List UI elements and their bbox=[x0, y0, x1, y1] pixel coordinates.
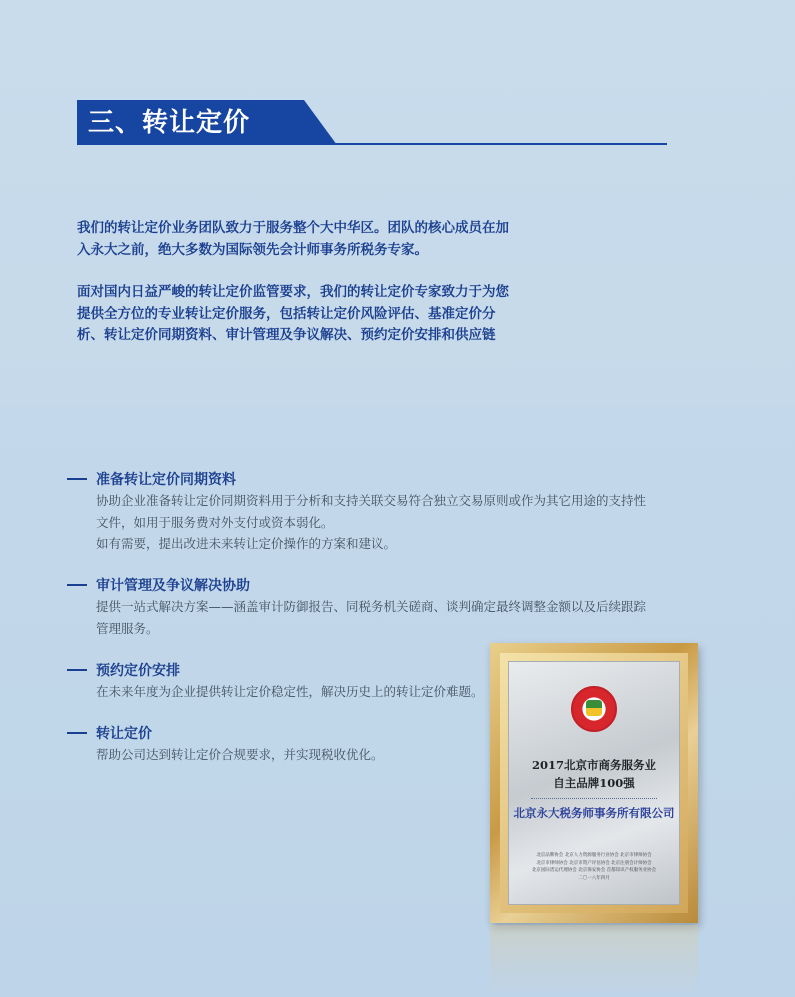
section-heading bbox=[67, 468, 677, 490]
section-line: 在未来年度为企业提供转让定价稳定性，解决历史上的转让定价难题。 bbox=[96, 684, 484, 699]
plaque-issuer-line: 北京市律师协会 北京市资产评估协会 北京注册会计师协会 bbox=[536, 860, 652, 866]
plaque-issuer-line: 北京国际货运代理协会 北京保安协会 首都知识产权服务业协会 bbox=[531, 868, 657, 873]
plaque-issuer-line: 北京品牌协会 北京人力资源服务行业协会 北京市律师协会 bbox=[536, 853, 652, 858]
section-line: 提供一站式解决方案——涵盖审计防御报告、同税务机关磋商、谈判确定最终调整金额以及后续跟踪 bbox=[96, 599, 647, 614]
title-rule bbox=[77, 143, 667, 145]
dash-icon bbox=[67, 584, 87, 586]
section-line: 管理服务。 bbox=[96, 620, 159, 636]
plaque-reflection bbox=[490, 925, 698, 995]
section-line: 帮助公司达到转让定价合规要求，并实现税收优化。 bbox=[96, 747, 384, 762]
section-title: 转让定价 bbox=[96, 726, 152, 742]
plaque-award-line-2: 自主品牌100强 bbox=[553, 776, 635, 790]
section-heading bbox=[67, 574, 677, 596]
section-body bbox=[96, 596, 677, 639]
section-line: 协助企业准备转让定价同期资料用于分析和支持关联交易符合独立交易原则或作为其它用途的支持性 bbox=[96, 493, 647, 508]
section-contemporaneous-documentation bbox=[67, 468, 677, 555]
section-title: 准备转让定价同期资料 bbox=[96, 472, 236, 488]
award-plaque bbox=[490, 643, 698, 923]
section-title: 预约定价安排 bbox=[96, 663, 180, 679]
dash-icon bbox=[67, 669, 87, 671]
plaque-award-line-1: 2017北京市商务服务业 bbox=[531, 758, 656, 772]
intro-paragraph-1: 我们的转让定价业务团队致力于服务整个大中华区。团队的核心成员在加入永大之前，绝大多数为国际领先会计师事务所税务专家。 bbox=[77, 220, 509, 258]
seal-icon bbox=[571, 686, 617, 732]
intro-paragraph-2: 面对国内日益严峻的转让定价监管要求，我们的转让定价专家致力于为您提供全方位的专业转让定价服务，包括转让定价风险评估、基准定价分析、转让定价同期资料、审计管理及争议解决、预约定价安排和供应链 bbox=[77, 284, 509, 343]
plaque-frame bbox=[500, 653, 688, 913]
dash-icon bbox=[67, 478, 87, 480]
page-title: 三、转让定价 bbox=[88, 108, 251, 138]
dash-icon bbox=[67, 732, 87, 734]
section-title: 审计管理及争议解决协助 bbox=[96, 578, 250, 594]
section-line: 文件，如用于服务费对外支付或资本弱化。 bbox=[96, 514, 334, 530]
section-body bbox=[96, 490, 677, 555]
plaque-date: 二〇一八年四月 bbox=[578, 875, 610, 881]
section-line: 如有需要，提出改进未来转让定价操作的方案和建议。 bbox=[96, 536, 397, 551]
plaque-company-name: 北京永大税务师事务所有限公司 bbox=[513, 806, 675, 820]
plaque-issuers bbox=[523, 852, 665, 882]
plaque-plate bbox=[508, 661, 680, 905]
plaque-divider bbox=[531, 798, 657, 799]
section-audit-dispute bbox=[67, 574, 677, 639]
intro-text bbox=[77, 218, 517, 368]
